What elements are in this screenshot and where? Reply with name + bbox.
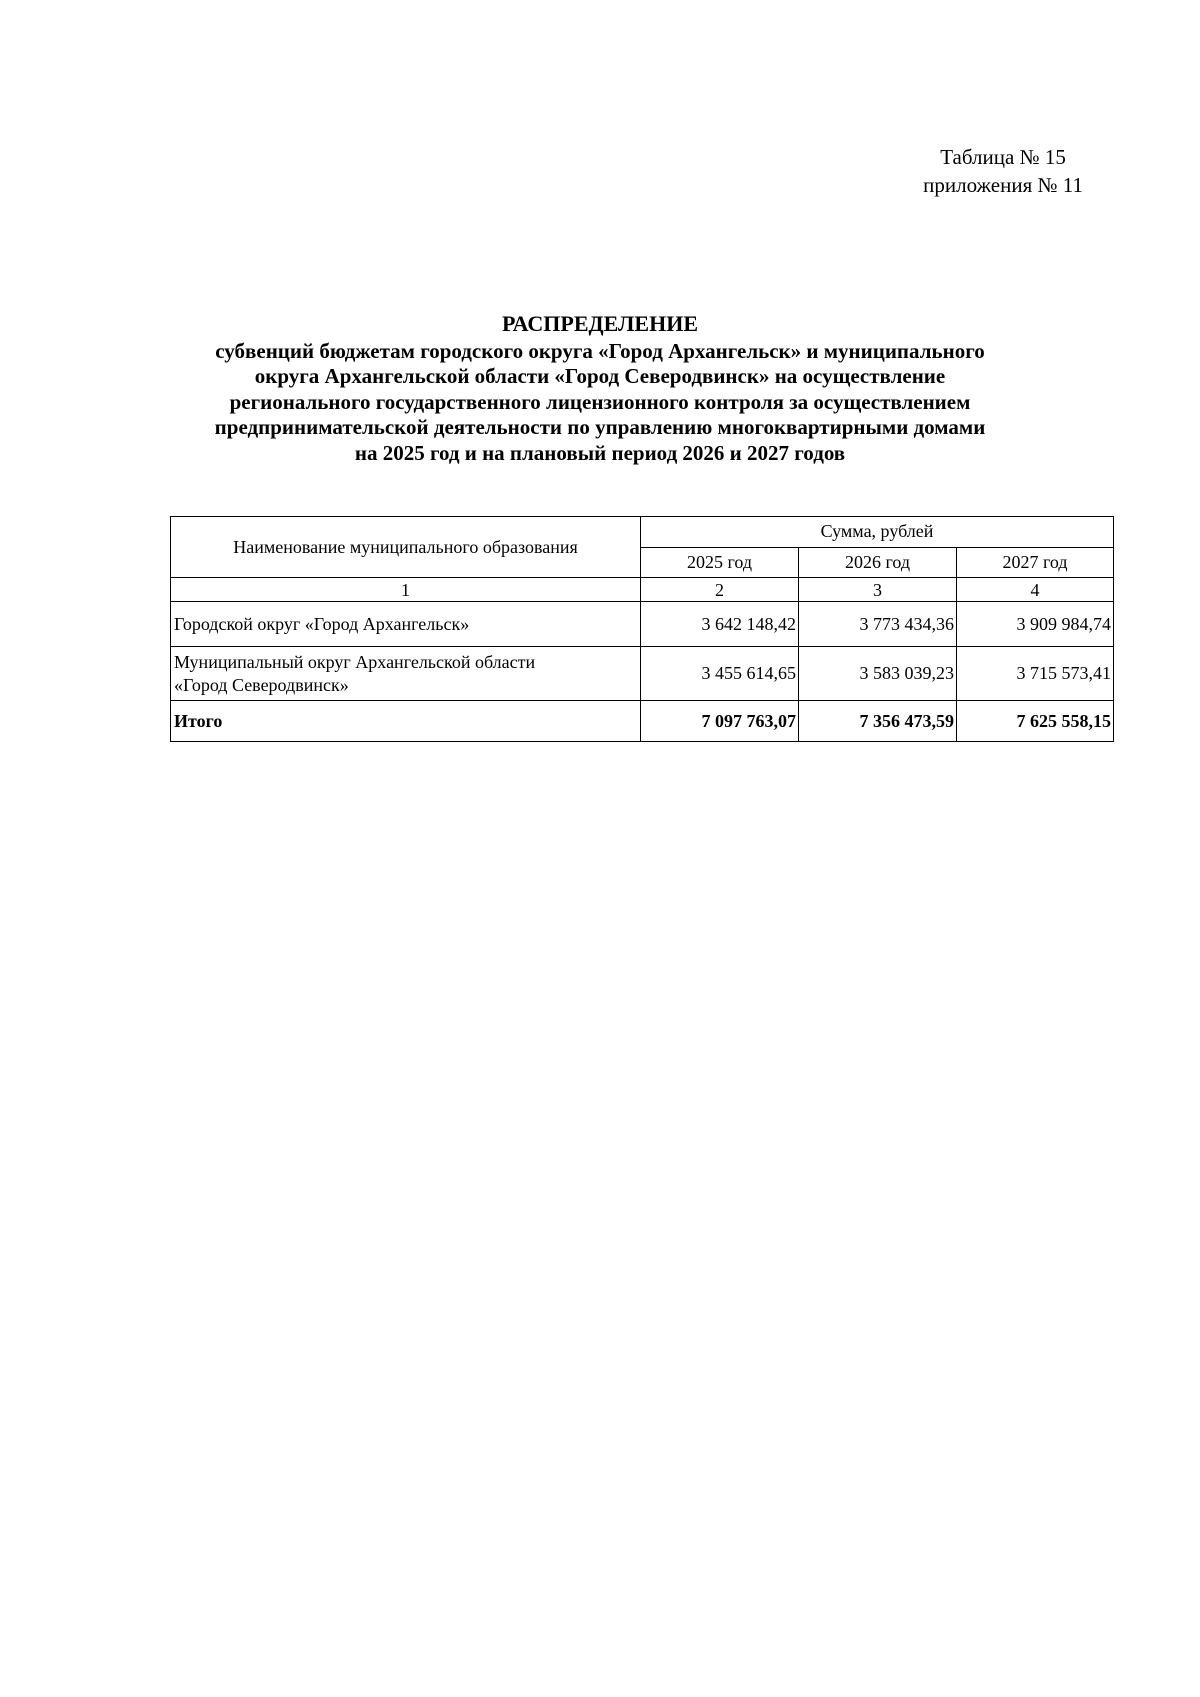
total-2027: 7 625 558,15 bbox=[957, 701, 1114, 742]
table-row bbox=[171, 602, 1114, 647]
header-sum-rubles: Сумма, рублей bbox=[641, 517, 1114, 548]
table-number-label: Таблица № 15 bbox=[940, 145, 1066, 169]
appendix-number-label: приложения № 11 bbox=[923, 173, 1083, 197]
subtitle-line: округа Архангельской области «Город Северодвинск» на осуществление bbox=[254, 364, 946, 388]
amount-2027: 3 909 984,74 bbox=[957, 602, 1114, 647]
header-year-2025: 2025 год bbox=[641, 547, 799, 578]
appendix-reference bbox=[923, 143, 1083, 199]
table-row bbox=[171, 647, 1114, 701]
municipality-name-line: Муниципальный округ Архангельской области bbox=[174, 651, 536, 672]
column-number-row bbox=[171, 578, 1114, 602]
column-number: 4 bbox=[957, 578, 1114, 602]
column-number: 2 bbox=[641, 578, 799, 602]
header-year-2026: 2026 год bbox=[799, 547, 957, 578]
total-2025: 7 097 763,07 bbox=[641, 701, 799, 742]
amount-2027: 3 715 573,41 bbox=[957, 647, 1114, 701]
amount-2026: 3 583 039,23 bbox=[799, 647, 957, 701]
header-municipality-name: Наименование муниципального образования bbox=[171, 517, 641, 578]
amount-2026: 3 773 434,36 bbox=[799, 602, 957, 647]
municipality-name-line: «Город Северодвинск» bbox=[174, 674, 349, 695]
total-label: Итого bbox=[171, 701, 641, 742]
subtitle-line: субвенций бюджетам городского округа «Город Архангельск» и муниципального bbox=[215, 338, 985, 363]
document-title bbox=[150, 311, 1050, 466]
header-year-2027: 2027 год bbox=[957, 547, 1114, 578]
amount-2025: 3 455 614,65 bbox=[641, 647, 799, 701]
total-row bbox=[171, 701, 1114, 742]
title-heading: РАСПРЕДЕЛЕНИЕ bbox=[501, 311, 698, 336]
municipality-name bbox=[171, 647, 641, 701]
distribution-table bbox=[170, 516, 1114, 742]
column-number: 3 bbox=[799, 578, 957, 602]
total-2026: 7 356 473,59 bbox=[799, 701, 957, 742]
subtitle-line: на 2025 год и на плановый период 2026 и 2027 годов bbox=[354, 440, 846, 465]
subtitle-line: предпринимательской деятельности по управлению многоквартирными домами bbox=[214, 415, 986, 439]
title-subtitle bbox=[150, 339, 1050, 467]
table-header-row bbox=[171, 517, 1114, 548]
municipality-name bbox=[171, 602, 641, 647]
amount-2025: 3 642 148,42 bbox=[641, 602, 799, 647]
municipality-name-line: Городской округ «Город Архангельск» bbox=[174, 613, 470, 634]
subtitle-line: регионального государственного лицензионного контроля за осуществлением bbox=[229, 389, 971, 414]
column-number: 1 bbox=[171, 578, 641, 602]
